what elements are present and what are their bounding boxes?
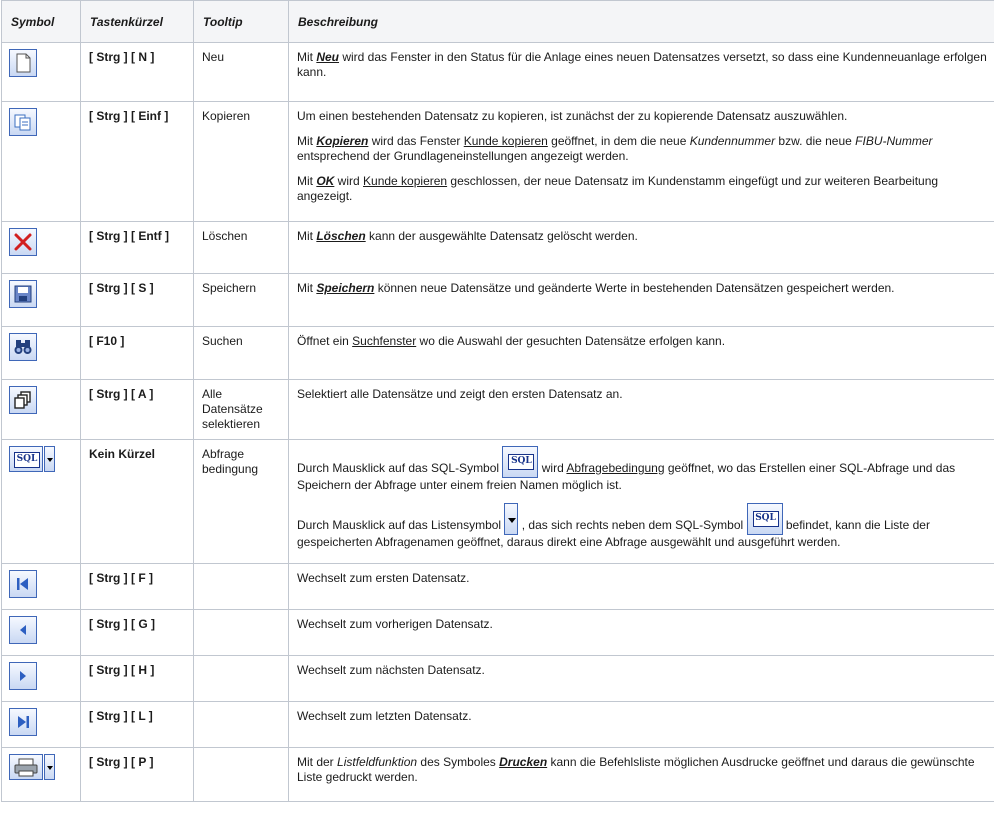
tooltip-cell: Löschen <box>194 222 289 274</box>
symbol-cell <box>2 564 81 610</box>
description-cell: Um einen bestehenden Datensatz zu kopieren, ist zunächst der zu kopierende Datensatz auszuwählen. Mit Kopieren wird das Fenster Kunde kopieren geöffnet, in dem die neue Kundennummer bzw. die neue FIBU-Nummer entsprechend der Grundlageneinstellungen angezeigt werden. Mit OK wird Kunde kopieren geschlossen, der neue Datensatz im Kundenstamm eingefügt und zur weiteren Bearbeitung angezeigt. <box>289 102 994 222</box>
shortcut-cell: [ Strg ] [ P ] <box>81 748 194 802</box>
tooltip-cell <box>194 610 289 656</box>
save-disk-icon[interactable] <box>9 280 37 308</box>
tooltip-cell: Kopieren <box>194 102 289 222</box>
shortcut-cell: [ Strg ] [ N ] <box>81 43 194 102</box>
command-ok: OK <box>316 174 335 188</box>
tooltip-cell: Alle Datensätze selektieren <box>194 380 289 440</box>
link-kunde-kopieren[interactable]: Kunde kopieren <box>463 134 548 148</box>
table-row <box>2 102 994 222</box>
symbol-cell <box>2 702 81 748</box>
next-record-icon[interactable] <box>9 662 37 690</box>
shortcut-cell: [ Strg ] [ A ] <box>81 380 194 440</box>
description-cell: Wechselt zum vorherigen Datensatz. <box>289 610 994 656</box>
shortcut-cell: [ Strg ] [ H ] <box>81 656 194 702</box>
previous-record-icon[interactable] <box>9 616 37 644</box>
sql-query-icon: SQL <box>502 446 538 478</box>
header-symbol: Symbol <box>2 1 81 43</box>
table-row <box>2 222 994 274</box>
shortcut-cell: Kein Kürzel <box>81 440 194 564</box>
description-cell: Öffnet ein Suchfenster wo die Auswahl der gesuchten Datensätze erfolgen kann. <box>289 327 994 380</box>
new-document-icon[interactable] <box>9 49 37 77</box>
table-row <box>2 380 994 440</box>
table-row <box>2 702 994 748</box>
link-suchfenster[interactable]: Suchfenster <box>352 334 417 348</box>
symbol-cell <box>2 43 81 102</box>
table-row <box>2 440 994 564</box>
description-cell: Durch Mausklick auf das SQL-Symbol SQL wird Abfragebedingung geöffnet, wo das Erstellen einer SQL-Abfrage und das Speichern der Abfrage unter einem freien Namen möglich ist. Durch Mausklick auf das Listensymbol , das sich rechts neben dem SQL-Symbol SQL befindet, kann die Liste der gespeicherten Abfragenamen geöffnet, daraus direkt eine Abfrage ausgewählt und ausgeführt werden. <box>289 440 994 564</box>
delete-x-icon[interactable] <box>9 228 37 256</box>
shortcut-cell: [ Strg ] [ F ] <box>81 564 194 610</box>
first-record-icon[interactable] <box>9 570 37 598</box>
description-cell: Wechselt zum letzten Datensatz. <box>289 702 994 748</box>
symbol-cell <box>2 380 81 440</box>
command-loeschen: Löschen <box>316 229 366 243</box>
dropdown-arrow-icon[interactable] <box>44 754 55 780</box>
sql-query-icon: SQL <box>9 446 43 472</box>
table-row <box>2 748 994 802</box>
symbol-cell <box>2 327 81 380</box>
print-button[interactable] <box>9 754 55 780</box>
tooltip-cell <box>194 564 289 610</box>
copy-icon[interactable] <box>9 108 37 136</box>
symbol-cell <box>2 656 81 702</box>
header-shortcut: Tastenkürzel <box>81 1 194 43</box>
symbol-cell <box>2 610 81 656</box>
binoculars-icon[interactable] <box>9 333 37 361</box>
table-row <box>2 327 994 380</box>
shortcut-table <box>1 0 994 802</box>
symbol-cell <box>2 222 81 274</box>
table-row <box>2 43 994 102</box>
description-cell: Mit der Listfeldfunktion des Symboles Drucken kann die Befehlsliste möglichen Ausdrucke geöffnet und daraus die gewünschte Liste gedruckt werden. <box>289 748 994 802</box>
header-description: Beschreibung <box>289 1 994 43</box>
symbol-cell <box>2 102 81 222</box>
command-drucken: Drucken <box>499 755 548 769</box>
shortcut-cell: [ F10 ] <box>81 327 194 380</box>
tooltip-cell: Abfrage bedingung <box>194 440 289 564</box>
symbol-cell <box>2 748 81 802</box>
command-neu: Neu <box>316 50 340 64</box>
tooltip-cell <box>194 656 289 702</box>
table-row <box>2 564 994 610</box>
table-header-row <box>2 1 994 43</box>
list-arrow-icon <box>504 503 518 535</box>
sql-query-icon: SQL <box>747 503 783 535</box>
description-cell: Mit Speichern können neue Datensätze und geänderte Werte in bestehenden Datensätzen gespeichert werden. <box>289 274 994 327</box>
table-row <box>2 610 994 656</box>
command-speichern: Speichern <box>316 281 375 295</box>
symbol-cell <box>2 440 81 564</box>
shortcut-cell: [ Strg ] [ S ] <box>81 274 194 327</box>
shortcut-cell: [ Strg ] [ Entf ] <box>81 222 194 274</box>
printer-icon <box>9 754 43 780</box>
symbol-cell <box>2 274 81 327</box>
shortcut-cell: [ Strg ] [ L ] <box>81 702 194 748</box>
select-all-icon[interactable] <box>9 386 37 414</box>
description-cell: Mit Löschen kann der ausgewählte Datensatz gelöscht werden. <box>289 222 994 274</box>
description-cell: Wechselt zum nächsten Datensatz. <box>289 656 994 702</box>
tooltip-cell: Speichern <box>194 274 289 327</box>
header-tooltip: Tooltip <box>194 1 289 43</box>
tooltip-cell <box>194 702 289 748</box>
description-cell: Wechselt zum ersten Datensatz. <box>289 564 994 610</box>
link-kunde-kopieren-2[interactable]: Kunde kopieren <box>363 174 448 188</box>
sql-query-button[interactable] <box>9 446 55 472</box>
table-row <box>2 274 994 327</box>
table-row <box>2 656 994 702</box>
description-cell: Mit Neu wird das Fenster in den Status für die Anlage eines neuen Datensatzes versetzt, so dass eine Kundenneuanlage erfolgen kann. <box>289 43 994 102</box>
tooltip-cell: Suchen <box>194 327 289 380</box>
tooltip-cell <box>194 748 289 802</box>
dropdown-arrow-icon[interactable] <box>44 446 55 472</box>
tooltip-cell: Neu <box>194 43 289 102</box>
shortcut-cell: [ Strg ] [ Einf ] <box>81 102 194 222</box>
link-abfragebedingung[interactable]: Abfragebedingung <box>566 461 665 475</box>
shortcut-cell: [ Strg ] [ G ] <box>81 610 194 656</box>
command-kopieren: Kopieren <box>316 134 369 148</box>
last-record-icon[interactable] <box>9 708 37 736</box>
description-cell: Selektiert alle Datensätze und zeigt den ersten Datensatz an. <box>289 380 994 440</box>
